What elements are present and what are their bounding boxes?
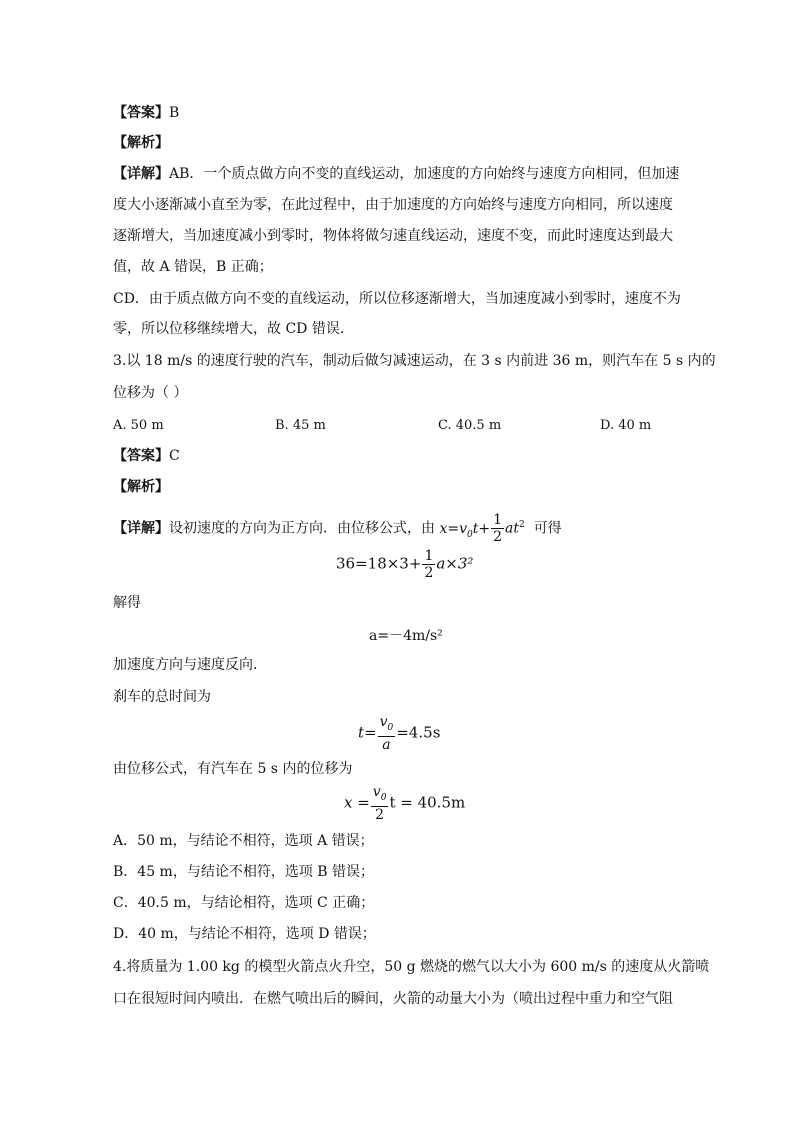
detail-text: 设初速度的方向为正方向．由位移公式，由 [169, 520, 435, 537]
disp-label: 由位移公式，有汽车在 5 s 内的位移为 [113, 761, 353, 777]
equation-3-left: t= [358, 723, 377, 742]
question-stem: 位移为（ ） [113, 385, 188, 401]
equation-4-left: x = [344, 793, 370, 812]
answer-value: C [169, 448, 180, 464]
solve-label: 解得 [113, 595, 141, 611]
conclusion-d: D．40 m，与结论不相符，选项 D 错误； [113, 926, 376, 942]
brake-label: 刹车的总时间为 [113, 689, 211, 705]
analysis-tag: 【解析】 [113, 135, 169, 151]
question-stem: 口在很短时间内喷出．在燃气喷出后的瞬间，火箭的动量大小为（喷出过程中重力和空气阻 [113, 991, 673, 1007]
equation-2: a=－4m/s² [369, 628, 443, 644]
equation-1 [336, 548, 473, 581]
detail-text: 度大小逐渐减小直至为零，在此过程中，由于加速度的方向始终与速度方向相同，所以速度 [113, 197, 673, 213]
equation-3 [358, 714, 440, 753]
detail-tag: 【详解】 [113, 166, 169, 182]
equation-1-right: a×3² [436, 554, 474, 573]
fraction-v0-over-2: $\frac{v_0}{2}$ [372, 784, 387, 823]
option-a: A. 50 m [113, 418, 164, 433]
equation-4 [344, 784, 465, 823]
equation-3-right: =4.5s [396, 723, 441, 742]
detail-tag: 【详解】 [113, 520, 169, 537]
equation-4-right: t = 40.5m [389, 793, 466, 812]
detail-text: AB．一个质点做方向不变的直线运动，加速度的方向始终与速度方向相同，但加速 [169, 166, 680, 182]
detail-line [113, 165, 679, 183]
option-c: C. 40.5 m [438, 418, 502, 433]
question-stem: 4.将质量为 1.00 kg 的模型火箭点火升空，50 g 燃烧的燃气以大小为 600 m/s 的速度从火箭喷 [113, 959, 710, 975]
conclusion-b: B．45 m，与结论不相符，选项 B 错误； [113, 864, 375, 880]
answer-tag: 【答案】 [113, 105, 169, 121]
equation-1-left: 36=18×3+ [336, 554, 422, 573]
answer-value: B [169, 105, 180, 121]
detail-text: 逐渐增大，当加速度减小到零时，物体将做匀速直线运动，速度不变，而此时速度达到最大 [113, 228, 673, 244]
question-stem: 3.以 18 m/s 的速度行驶的汽车，制动后做匀减速运动，在 3 s 内前进 36 m，则汽车在 5 s 内的 [113, 353, 716, 369]
conclusion-a: A．50 m，与结论不相符，选项 A 错误； [113, 833, 374, 849]
option-d: D. 40 m [600, 418, 652, 433]
answer-line [113, 447, 180, 465]
analysis-tag: 【解析】 [113, 479, 169, 495]
answer-tag: 【答案】 [113, 448, 169, 464]
fraction-half: $\frac{1}{2}$ [493, 512, 503, 545]
option-b: B. 45 m [275, 418, 326, 433]
fraction-v0-over-a: $\frac{v_0}{a}$ [379, 714, 394, 753]
detail-text: 值，故 A 错误，B 正确； [113, 259, 273, 275]
detail-text: CD．由于质点做方向不变的直线运动，所以位移逐渐增大，当加速度减小到零时，速度不为 [113, 291, 681, 307]
detail-text: 零，所以位移继续增大，故 CD 错误． [113, 321, 354, 337]
formula-inline: $x=v_0t+$ [439, 520, 491, 540]
conclusion-c: C．40.5 m，与结论相符，选项 C 正确； [113, 895, 375, 911]
answer-line [113, 104, 179, 122]
accel-note: 加速度方向与速度反向． [113, 657, 267, 673]
detail-suffix: 可得 [533, 520, 562, 537]
detail-line: 【详解】设初速度的方向为正方向．由位移公式，由 $x=v_0t+$ $\frac{1}{2}$ $at^2$ 可得 [113, 512, 562, 545]
fraction-half: $\frac{1}{2}$ [424, 548, 434, 581]
